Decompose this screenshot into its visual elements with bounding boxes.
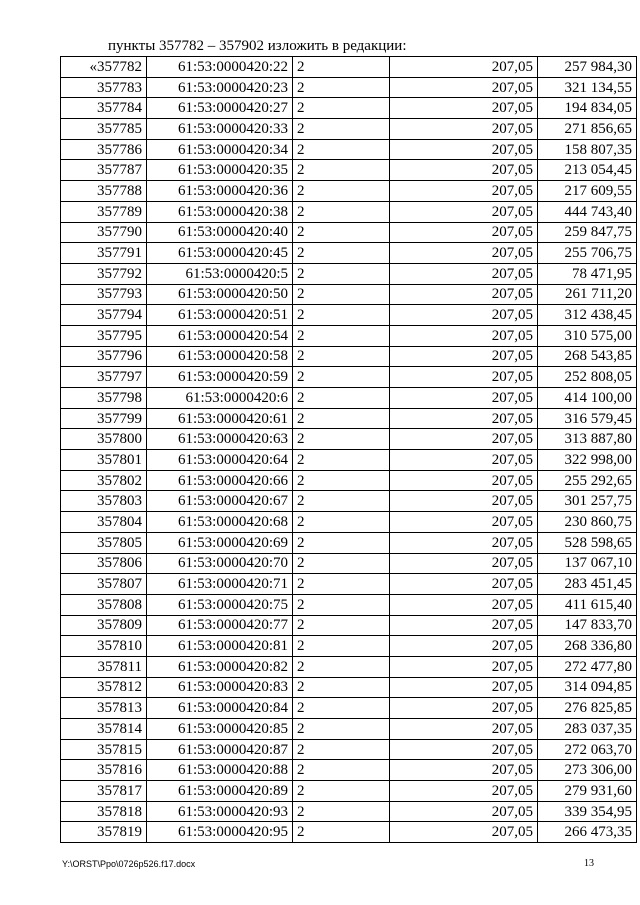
cell-rate: 207,05 bbox=[390, 222, 538, 243]
cell-cadastral-number: 61:53:0000420:69 bbox=[147, 532, 293, 553]
cell-group: 2 bbox=[293, 181, 390, 202]
cell-cadastral-number: 61:53:0000420:95 bbox=[147, 822, 293, 843]
table-row bbox=[61, 491, 637, 512]
cell-item-number: 357802 bbox=[61, 470, 147, 491]
cell-rate: 207,05 bbox=[390, 57, 538, 78]
table-row bbox=[61, 367, 637, 388]
cell-rate: 207,05 bbox=[390, 181, 538, 202]
cell-item-number: 357812 bbox=[61, 677, 147, 698]
cell-value: 137 067,10 bbox=[538, 553, 637, 574]
cell-rate: 207,05 bbox=[390, 739, 538, 760]
cell-rate: 207,05 bbox=[390, 450, 538, 471]
cell-rate: 207,05 bbox=[390, 615, 538, 636]
cell-cadastral-number: 61:53:0000420:51 bbox=[147, 305, 293, 326]
register-table bbox=[60, 56, 637, 843]
table-row bbox=[61, 760, 637, 781]
cell-rate: 207,05 bbox=[390, 429, 538, 450]
table-row bbox=[61, 160, 637, 181]
table-row bbox=[61, 801, 637, 822]
cell-group: 2 bbox=[293, 367, 390, 388]
cell-cadastral-number: 61:53:0000420:23 bbox=[147, 77, 293, 98]
cell-rate: 207,05 bbox=[390, 574, 538, 595]
cell-value: 414 100,00 bbox=[538, 388, 637, 409]
cell-rate: 207,05 bbox=[390, 553, 538, 574]
cell-rate: 207,05 bbox=[390, 284, 538, 305]
table-row bbox=[61, 574, 637, 595]
cell-item-number: 357795 bbox=[61, 325, 147, 346]
cell-value: 411 615,40 bbox=[538, 594, 637, 615]
cell-group: 2 bbox=[293, 615, 390, 636]
cell-value: 273 306,00 bbox=[538, 760, 637, 781]
table-row bbox=[61, 263, 637, 284]
cell-item-number: 357808 bbox=[61, 594, 147, 615]
cell-value: 252 808,05 bbox=[538, 367, 637, 388]
cell-group: 2 bbox=[293, 119, 390, 140]
cell-group: 2 bbox=[293, 594, 390, 615]
cell-group: 2 bbox=[293, 201, 390, 222]
cell-item-number: 357787 bbox=[61, 160, 147, 181]
cell-item-number: 357805 bbox=[61, 532, 147, 553]
cell-cadastral-number: 61:53:0000420:63 bbox=[147, 429, 293, 450]
cell-rate: 207,05 bbox=[390, 119, 538, 140]
cell-rate: 207,05 bbox=[390, 346, 538, 367]
cell-group: 2 bbox=[293, 160, 390, 181]
cell-item-number: 357786 bbox=[61, 139, 147, 160]
cell-group: 2 bbox=[293, 429, 390, 450]
cell-group: 2 bbox=[293, 822, 390, 843]
cell-rate: 207,05 bbox=[390, 636, 538, 657]
cell-cadastral-number: 61:53:0000420:64 bbox=[147, 450, 293, 471]
footer-file-path: Y:\ORST\Ppo\0726p526.f17.docx bbox=[62, 859, 196, 869]
cell-value: 261 711,20 bbox=[538, 284, 637, 305]
cell-group: 2 bbox=[293, 636, 390, 657]
cell-value: 213 054,45 bbox=[538, 160, 637, 181]
cell-value: 194 834,05 bbox=[538, 98, 637, 119]
cell-item-number: 357792 bbox=[61, 263, 147, 284]
cell-cadastral-number: 61:53:0000420:45 bbox=[147, 243, 293, 264]
cell-group: 2 bbox=[293, 801, 390, 822]
cell-item-number: «357782 bbox=[61, 57, 147, 78]
table-row bbox=[61, 822, 637, 843]
cell-rate: 207,05 bbox=[390, 491, 538, 512]
cell-value: 78 471,95 bbox=[538, 263, 637, 284]
table-row bbox=[61, 243, 637, 264]
cell-item-number: 357819 bbox=[61, 822, 147, 843]
cell-value: 259 847,75 bbox=[538, 222, 637, 243]
cell-group: 2 bbox=[293, 388, 390, 409]
table-row bbox=[61, 698, 637, 719]
cell-cadastral-number: 61:53:0000420:33 bbox=[147, 119, 293, 140]
table-row bbox=[61, 739, 637, 760]
table-row bbox=[61, 636, 637, 657]
cell-value: 339 354,95 bbox=[538, 801, 637, 822]
cell-group: 2 bbox=[293, 408, 390, 429]
cell-item-number: 357810 bbox=[61, 636, 147, 657]
cell-rate: 207,05 bbox=[390, 263, 538, 284]
cell-rate: 207,05 bbox=[390, 698, 538, 719]
cell-item-number: 357784 bbox=[61, 98, 147, 119]
cell-item-number: 357794 bbox=[61, 305, 147, 326]
cell-rate: 207,05 bbox=[390, 77, 538, 98]
cell-group: 2 bbox=[293, 739, 390, 760]
cell-value: 312 438,45 bbox=[538, 305, 637, 326]
cell-group: 2 bbox=[293, 491, 390, 512]
cell-value: 283 451,45 bbox=[538, 574, 637, 595]
cell-cadastral-number: 61:53:0000420:75 bbox=[147, 594, 293, 615]
cell-group: 2 bbox=[293, 305, 390, 326]
cell-value: 276 825,85 bbox=[538, 698, 637, 719]
cell-item-number: 357803 bbox=[61, 491, 147, 512]
cell-group: 2 bbox=[293, 263, 390, 284]
cell-value: 314 094,85 bbox=[538, 677, 637, 698]
cell-value: 230 860,75 bbox=[538, 512, 637, 533]
cell-group: 2 bbox=[293, 222, 390, 243]
cell-group: 2 bbox=[293, 553, 390, 574]
cell-value: 321 134,55 bbox=[538, 77, 637, 98]
cell-item-number: 357793 bbox=[61, 284, 147, 305]
cell-value: 301 257,75 bbox=[538, 491, 637, 512]
table-row bbox=[61, 201, 637, 222]
cell-cadastral-number: 61:53:0000420:81 bbox=[147, 636, 293, 657]
table-row bbox=[61, 77, 637, 98]
cell-group: 2 bbox=[293, 284, 390, 305]
cell-group: 2 bbox=[293, 139, 390, 160]
table-row bbox=[61, 325, 637, 346]
cell-rate: 207,05 bbox=[390, 388, 538, 409]
table-row bbox=[61, 98, 637, 119]
cell-item-number: 357811 bbox=[61, 656, 147, 677]
table-row bbox=[61, 450, 637, 471]
cell-rate: 207,05 bbox=[390, 822, 538, 843]
table-row bbox=[61, 139, 637, 160]
cell-item-number: 357817 bbox=[61, 781, 147, 802]
cell-group: 2 bbox=[293, 532, 390, 553]
cell-value: 310 575,00 bbox=[538, 325, 637, 346]
cell-item-number: 357801 bbox=[61, 450, 147, 471]
cell-item-number: 357814 bbox=[61, 719, 147, 740]
cell-value: 158 807,35 bbox=[538, 139, 637, 160]
cell-rate: 207,05 bbox=[390, 677, 538, 698]
cell-cadastral-number: 61:53:0000420:68 bbox=[147, 512, 293, 533]
cell-group: 2 bbox=[293, 470, 390, 491]
cell-item-number: 357788 bbox=[61, 181, 147, 202]
cell-value: 279 931,60 bbox=[538, 781, 637, 802]
cell-cadastral-number: 61:53:0000420:61 bbox=[147, 408, 293, 429]
cell-cadastral-number: 61:53:0000420:83 bbox=[147, 677, 293, 698]
table-row bbox=[61, 781, 637, 802]
cell-item-number: 357799 bbox=[61, 408, 147, 429]
cell-item-number: 357809 bbox=[61, 615, 147, 636]
cell-value: 322 998,00 bbox=[538, 450, 637, 471]
cell-item-number: 357798 bbox=[61, 388, 147, 409]
cell-cadastral-number: 61:53:0000420:85 bbox=[147, 719, 293, 740]
cell-item-number: 357790 bbox=[61, 222, 147, 243]
cell-rate: 207,05 bbox=[390, 139, 538, 160]
table-row bbox=[61, 512, 637, 533]
cell-value: 528 598,65 bbox=[538, 532, 637, 553]
cell-rate: 207,05 bbox=[390, 532, 538, 553]
cell-value: 313 887,80 bbox=[538, 429, 637, 450]
table-row bbox=[61, 346, 637, 367]
cell-group: 2 bbox=[293, 719, 390, 740]
cell-value: 271 856,65 bbox=[538, 119, 637, 140]
cell-item-number: 357797 bbox=[61, 367, 147, 388]
cell-group: 2 bbox=[293, 677, 390, 698]
cell-rate: 207,05 bbox=[390, 656, 538, 677]
cell-cadastral-number: 61:53:0000420:38 bbox=[147, 201, 293, 222]
table-row bbox=[61, 388, 637, 409]
cell-cadastral-number: 61:53:0000420:71 bbox=[147, 574, 293, 595]
cell-group: 2 bbox=[293, 57, 390, 78]
cell-group: 2 bbox=[293, 512, 390, 533]
register-table-body bbox=[61, 57, 637, 843]
cell-item-number: 357815 bbox=[61, 739, 147, 760]
table-row bbox=[61, 57, 637, 78]
table-row bbox=[61, 553, 637, 574]
cell-item-number: 357785 bbox=[61, 119, 147, 140]
table-row bbox=[61, 719, 637, 740]
cell-rate: 207,05 bbox=[390, 719, 538, 740]
cell-value: 283 037,35 bbox=[538, 719, 637, 740]
cell-rate: 207,05 bbox=[390, 781, 538, 802]
cell-rate: 207,05 bbox=[390, 760, 538, 781]
cell-item-number: 357804 bbox=[61, 512, 147, 533]
cell-group: 2 bbox=[293, 325, 390, 346]
cell-rate: 207,05 bbox=[390, 325, 538, 346]
cell-rate: 207,05 bbox=[390, 470, 538, 491]
cell-group: 2 bbox=[293, 760, 390, 781]
table-row bbox=[61, 429, 637, 450]
cell-cadastral-number: 61:53:0000420:27 bbox=[147, 98, 293, 119]
cell-item-number: 357818 bbox=[61, 801, 147, 822]
cell-cadastral-number: 61:53:0000420:89 bbox=[147, 781, 293, 802]
table-row bbox=[61, 284, 637, 305]
cell-cadastral-number: 61:53:0000420:50 bbox=[147, 284, 293, 305]
cell-group: 2 bbox=[293, 656, 390, 677]
cell-group: 2 bbox=[293, 77, 390, 98]
cell-value: 147 833,70 bbox=[538, 615, 637, 636]
cell-value: 266 473,35 bbox=[538, 822, 637, 843]
cell-item-number: 357791 bbox=[61, 243, 147, 264]
cell-value: 272 063,70 bbox=[538, 739, 637, 760]
cell-rate: 207,05 bbox=[390, 801, 538, 822]
cell-cadastral-number: 61:53:0000420:82 bbox=[147, 656, 293, 677]
cell-cadastral-number: 61:53:0000420:22 bbox=[147, 57, 293, 78]
cell-cadastral-number: 61:53:0000420:93 bbox=[147, 801, 293, 822]
cell-rate: 207,05 bbox=[390, 305, 538, 326]
cell-rate: 207,05 bbox=[390, 160, 538, 181]
cell-rate: 207,05 bbox=[390, 512, 538, 533]
cell-group: 2 bbox=[293, 698, 390, 719]
cell-group: 2 bbox=[293, 450, 390, 471]
cell-cadastral-number: 61:53:0000420:36 bbox=[147, 181, 293, 202]
table-row bbox=[61, 181, 637, 202]
cell-group: 2 bbox=[293, 98, 390, 119]
table-row bbox=[61, 222, 637, 243]
cell-rate: 207,05 bbox=[390, 98, 538, 119]
table-row bbox=[61, 470, 637, 491]
cell-cadastral-number: 61:53:0000420:88 bbox=[147, 760, 293, 781]
cell-cadastral-number: 61:53:0000420:87 bbox=[147, 739, 293, 760]
cell-item-number: 357789 bbox=[61, 201, 147, 222]
cell-value: 268 543,85 bbox=[538, 346, 637, 367]
cell-cadastral-number: 61:53:0000420:66 bbox=[147, 470, 293, 491]
cell-cadastral-number: 61:53:0000420:6 bbox=[147, 388, 293, 409]
cell-item-number: 357783 bbox=[61, 77, 147, 98]
cell-value: 316 579,45 bbox=[538, 408, 637, 429]
cell-rate: 207,05 bbox=[390, 201, 538, 222]
page-number: 13 bbox=[584, 858, 594, 869]
table-row bbox=[61, 119, 637, 140]
cell-rate: 207,05 bbox=[390, 243, 538, 264]
cell-rate: 207,05 bbox=[390, 594, 538, 615]
cell-cadastral-number: 61:53:0000420:84 bbox=[147, 698, 293, 719]
cell-rate: 207,05 bbox=[390, 367, 538, 388]
cell-value: 444 743,40 bbox=[538, 201, 637, 222]
cell-group: 2 bbox=[293, 346, 390, 367]
cell-group: 2 bbox=[293, 574, 390, 595]
cell-item-number: 357796 bbox=[61, 346, 147, 367]
cell-value: 217 609,55 bbox=[538, 181, 637, 202]
cell-cadastral-number: 61:53:0000420:35 bbox=[147, 160, 293, 181]
cell-cadastral-number: 61:53:0000420:54 bbox=[147, 325, 293, 346]
cell-cadastral-number: 61:53:0000420:70 bbox=[147, 553, 293, 574]
cell-group: 2 bbox=[293, 781, 390, 802]
cell-item-number: 357806 bbox=[61, 553, 147, 574]
cell-item-number: 357807 bbox=[61, 574, 147, 595]
cell-item-number: 357800 bbox=[61, 429, 147, 450]
cell-cadastral-number: 61:53:0000420:77 bbox=[147, 615, 293, 636]
cell-cadastral-number: 61:53:0000420:58 bbox=[147, 346, 293, 367]
intro-text: пункты 357782 – 357902 изложить в редакции: bbox=[108, 38, 407, 54]
cell-cadastral-number: 61:53:0000420:5 bbox=[147, 263, 293, 284]
cell-value: 257 984,30 bbox=[538, 57, 637, 78]
cell-item-number: 357816 bbox=[61, 760, 147, 781]
table-row bbox=[61, 656, 637, 677]
table-row bbox=[61, 594, 637, 615]
cell-cadastral-number: 61:53:0000420:40 bbox=[147, 222, 293, 243]
cell-cadastral-number: 61:53:0000420:34 bbox=[147, 139, 293, 160]
cell-value: 272 477,80 bbox=[538, 656, 637, 677]
cell-group: 2 bbox=[293, 243, 390, 264]
table-row bbox=[61, 677, 637, 698]
cell-value: 255 292,65 bbox=[538, 470, 637, 491]
table-row bbox=[61, 305, 637, 326]
table-row bbox=[61, 615, 637, 636]
table-row bbox=[61, 532, 637, 553]
cell-cadastral-number: 61:53:0000420:67 bbox=[147, 491, 293, 512]
table-row bbox=[61, 408, 637, 429]
cell-rate: 207,05 bbox=[390, 408, 538, 429]
cell-value: 255 706,75 bbox=[538, 243, 637, 264]
cell-cadastral-number: 61:53:0000420:59 bbox=[147, 367, 293, 388]
cell-item-number: 357813 bbox=[61, 698, 147, 719]
cell-value: 268 336,80 bbox=[538, 636, 637, 657]
